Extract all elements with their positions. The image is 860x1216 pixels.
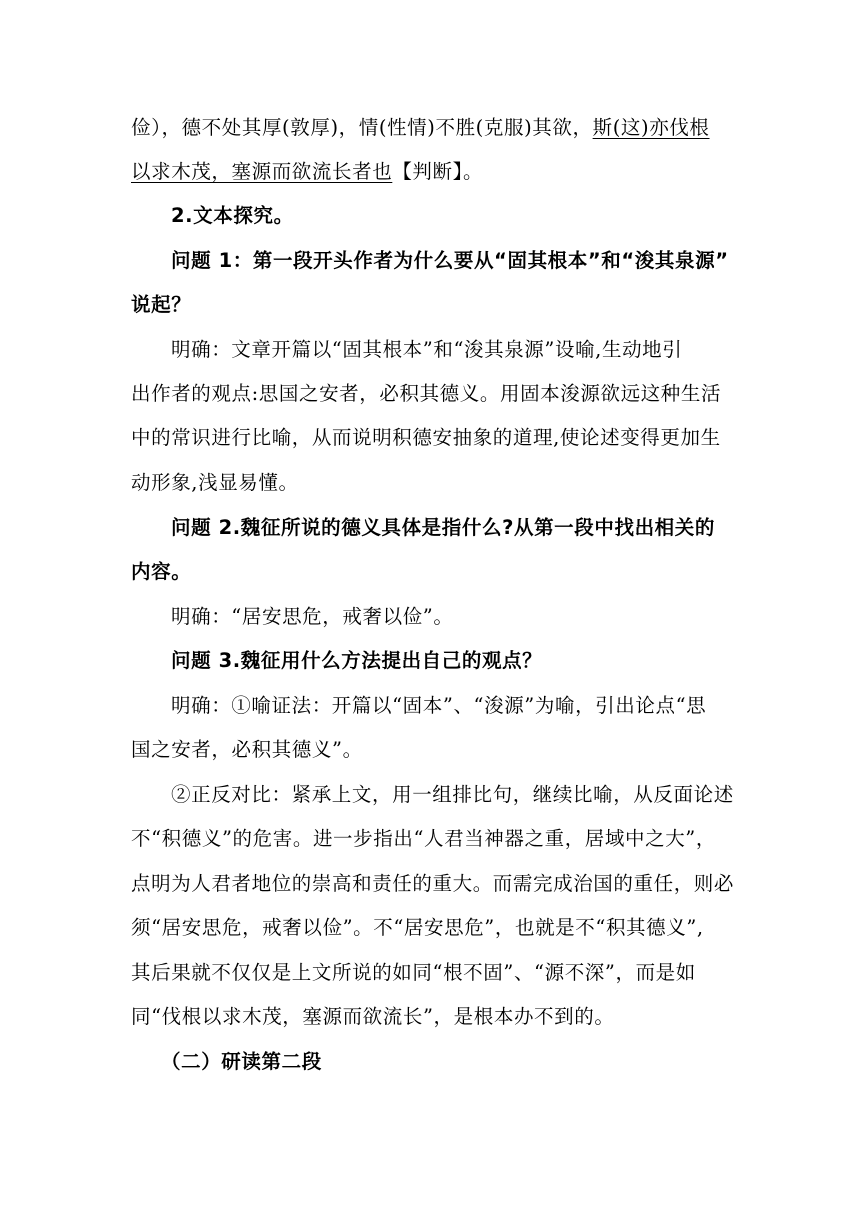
section-heading-text-exploration: 2.文本探究。 — [171, 204, 294, 227]
underlined-text: 斯(这)亦伐根 — [592, 116, 710, 139]
question-1-line: 说起？ — [131, 293, 192, 316]
answer-3b-line: 点明为人君者地位的崇高和责任的重大。而需完成治国的重任，则必 — [131, 872, 735, 895]
question-3-line: 问题 3.魏征用什么方法提出自己的观点？ — [171, 649, 543, 672]
question-1-line: 问题 1：第一段开头作者为什么要从“固其根本”和“浚其泉源” — [171, 249, 729, 272]
answer-3b-line: 其后果就不仅仅是上文所说的如同“根不固”、“源不深”，而是如 — [131, 961, 696, 984]
answer-2-line: 明确：“居安思危，戒奢以俭”。 — [171, 605, 454, 628]
answer-3b-line: ②正反对比：紧承上文，用一组排比句，继续比喻，从反面论述 — [171, 783, 734, 806]
question-2-line: 内容。 — [131, 560, 192, 583]
answer-3b-line: 须“居安思危，戒奢以俭”。不“居安思危”，也就是不“积其德义”, — [131, 916, 704, 939]
text-run: 俭），德不处其厚(敦厚)，情(性情)不胜(克服)其欲， — [131, 116, 593, 139]
answer-1-line: 出作者的观点:思国之安者，必积其德义。用固本浚源欲远这种生活 — [131, 382, 722, 405]
underlined-text: 以求木茂，塞源而欲流长者也 — [131, 160, 393, 183]
section-heading-second-paragraph: （二）研读第二段 — [161, 1050, 322, 1073]
text-run: 【判断】。 — [392, 160, 484, 183]
answer-1-line: 明确：文章开篇以“固其根本”和“浚其泉源”设喻,生动地引 — [171, 338, 683, 361]
answer-3-line: 明确：①喻证法：开篇以“固本”、“浚源”为喻，引出论点“思 — [171, 694, 707, 717]
answer-1-line: 中的常识进行比喻，从而说明积德安抽象的道理,使论述变得更加生 — [131, 426, 721, 449]
question-2-line: 问题 2.魏征所说的德义具体是指什么?从第一段中找出相关的 — [171, 516, 715, 539]
answer-1-line: 动形象,浅显易懂。 — [131, 471, 299, 494]
paragraph-line — [131, 118, 710, 138]
answer-3b-line: 同“伐根以求木茂，塞源而欲流长”，是根本办不到的。 — [131, 1005, 615, 1028]
answer-3b-line: 不“积德义”的危害。进一步指出“人君当神器之重，居域中之大”， — [131, 827, 716, 850]
paragraph-line — [131, 162, 483, 182]
answer-3-line: 国之安者，必积其德义”。 — [131, 738, 363, 761]
